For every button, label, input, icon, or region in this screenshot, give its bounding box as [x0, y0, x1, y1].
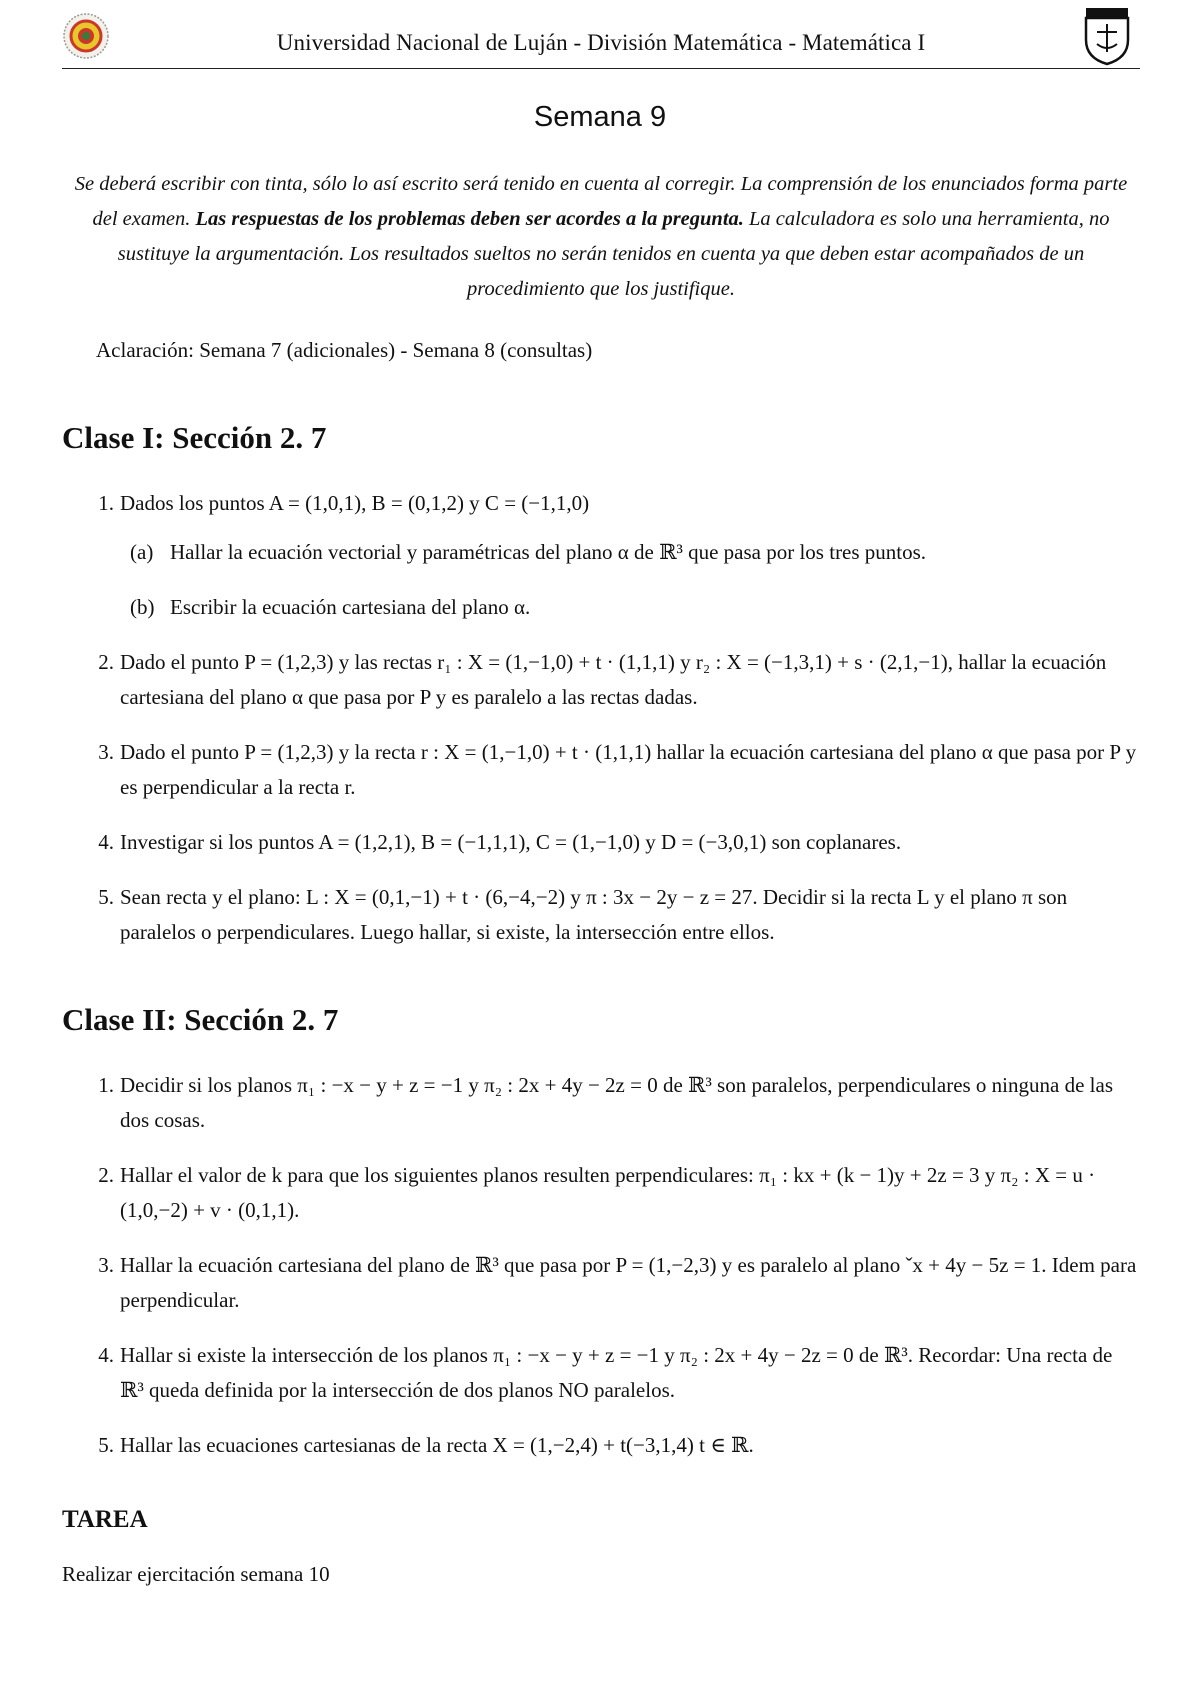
- homework-heading: TAREA: [62, 1506, 148, 1533]
- exercise-list-clase-2: [88, 1068, 1140, 1463]
- exercise-number: 4.: [98, 830, 114, 854]
- header-rule: [62, 68, 1140, 69]
- clarification-note: Aclaración: Semana 7 (adicionales) - Semana 8 (consultas): [96, 338, 593, 362]
- instructions-part-2: La calculadora es solo una herramienta, no sustituye la argumentación. Los resultados sueltos no serán tenidos en cuenta ya que deben estar acompañados de un procedimiento que los justifique.: [117, 208, 1110, 300]
- exercise-text: Dados los puntos A = (1,0,1), B = (0,1,2) y C = (−1,1,0): [120, 491, 590, 515]
- exercise-item: [88, 645, 1140, 715]
- sub-exercise-item: [120, 535, 1140, 570]
- header-title: Universidad Nacional de Luján - División Matemática - Matemática I: [276, 30, 926, 55]
- sub-exercise-item: [120, 590, 1140, 625]
- exercise-list-clase-1: [88, 486, 1140, 950]
- instructions-part-1: Se deberá escribir con tinta, sólo lo así escrito será tenido en cuenta al corregir. La comprensión de los enunciados forma parte del examen.: [74, 173, 1128, 230]
- exercise-item: [88, 486, 1140, 625]
- exercise-text: Sean recta y el plano: L : X = (0,1,−1) + t · (6,−4,−2) y π : 3x − 2y − z = 27. Decidir si la recta L y el plano π son paralelos o perpendiculares. Luego hallar, si existe, la intersección entre ellos.: [120, 885, 1068, 944]
- exercise-item: [88, 1158, 1140, 1228]
- exercise-item: [88, 880, 1140, 950]
- page-title: Semana 9: [533, 101, 667, 133]
- exercise-text: Dado el punto P = (1,2,3) y las rectas r₁ : X = (1,−1,0) + t · (1,1,1) y r₂ : X = (−1,3,1) + s · (2,1,−1), hallar la ecuación cartesiana del plano α que pasa por P y es paralelo a las rectas dadas.: [120, 650, 1107, 709]
- exercise-number: 5.: [98, 1433, 114, 1457]
- exercise-item: [88, 825, 1140, 860]
- exercise-item: [88, 1428, 1140, 1463]
- sub-exercise-text: Escribir la ecuación cartesiana del plano α.: [170, 595, 531, 619]
- sub-exercise-text: Hallar la ecuación vectorial y paramétricas del plano α de ℝ³ que pasa por los tres puntos.: [170, 540, 927, 564]
- exercise-number: 5.: [98, 885, 114, 909]
- page-header: [62, 6, 1140, 70]
- exercise-number: 1.: [98, 491, 114, 515]
- sub-exercise-list: [120, 535, 1140, 625]
- exercise-number: 3.: [98, 1253, 114, 1277]
- exercise-number: 1.: [98, 1073, 114, 1097]
- exercise-text: Hallar si existe la intersección de los planos π₁ : −x − y + z = −1 y π₂ : 2x + 4y − 2z = 0 de ℝ³. Recordar: Una recta de ℝ³ queda definida por la intersección de dos planos NO paralelos.: [120, 1343, 1113, 1402]
- section-heading-clase-2: Clase II: Sección 2. 7: [62, 1002, 339, 1037]
- exercise-text: Decidir si los planos π₁ : −x − y + z = −1 y π₂ : 2x + 4y − 2z = 0 de ℝ³ son paralelos, perpendiculares o ninguna de las dos cosas.: [120, 1073, 1113, 1132]
- sub-exercise-label: (b): [130, 595, 155, 619]
- exercise-text: Hallar las ecuaciones cartesianas de la recta X = (1,−2,4) + t(−3,1,4) t ∈ ℝ.: [120, 1433, 754, 1457]
- exercise-item: [88, 1338, 1140, 1408]
- exercise-number: 2.: [98, 650, 114, 674]
- exercise-text: Dado el punto P = (1,2,3) y la recta r : X = (1,−1,0) + t · (1,1,1) hallar la ecuación cartesiana del plano α que pasa por P y es perpendicular a la recta r.: [120, 740, 1137, 799]
- instructions-paragraph: [68, 167, 1134, 307]
- exercise-item: [88, 735, 1140, 805]
- exercise-number: 2.: [98, 1163, 114, 1187]
- exercise-text: Hallar la ecuación cartesiana del plano de ℝ³ que pasa por P = (1,−2,3) y es paralelo al plano ˇx + 4y − 5z = 1. Idem para perpendicular.: [120, 1253, 1137, 1312]
- sub-exercise-label: (a): [130, 540, 154, 564]
- exercise-number: 4.: [98, 1343, 114, 1367]
- instructions-bold: Las respuestas de los problemas deben ser acordes a la pregunta.: [195, 208, 744, 230]
- division-shield-logo: [1082, 6, 1132, 66]
- exercise-item: [88, 1068, 1140, 1138]
- exercise-text: Investigar si los puntos A = (1,2,1), B = (−1,1,1), C = (1,−1,0) y D = (−3,0,1) son coplanares.: [120, 830, 902, 854]
- homework-text: Realizar ejercitación semana 10: [62, 1562, 330, 1586]
- section-heading-clase-1: Clase I: Sección 2. 7: [62, 420, 327, 455]
- exercise-item: [88, 1248, 1140, 1318]
- exercise-text: Hallar el valor de k para que los siguientes planos resulten perpendiculares: π₁ : kx + (k − 1)y + 2z = 3 y π₂ : X = u · (1,0,−2) + v · (0,1,1).: [120, 1163, 1096, 1222]
- exercise-number: 3.: [98, 740, 114, 764]
